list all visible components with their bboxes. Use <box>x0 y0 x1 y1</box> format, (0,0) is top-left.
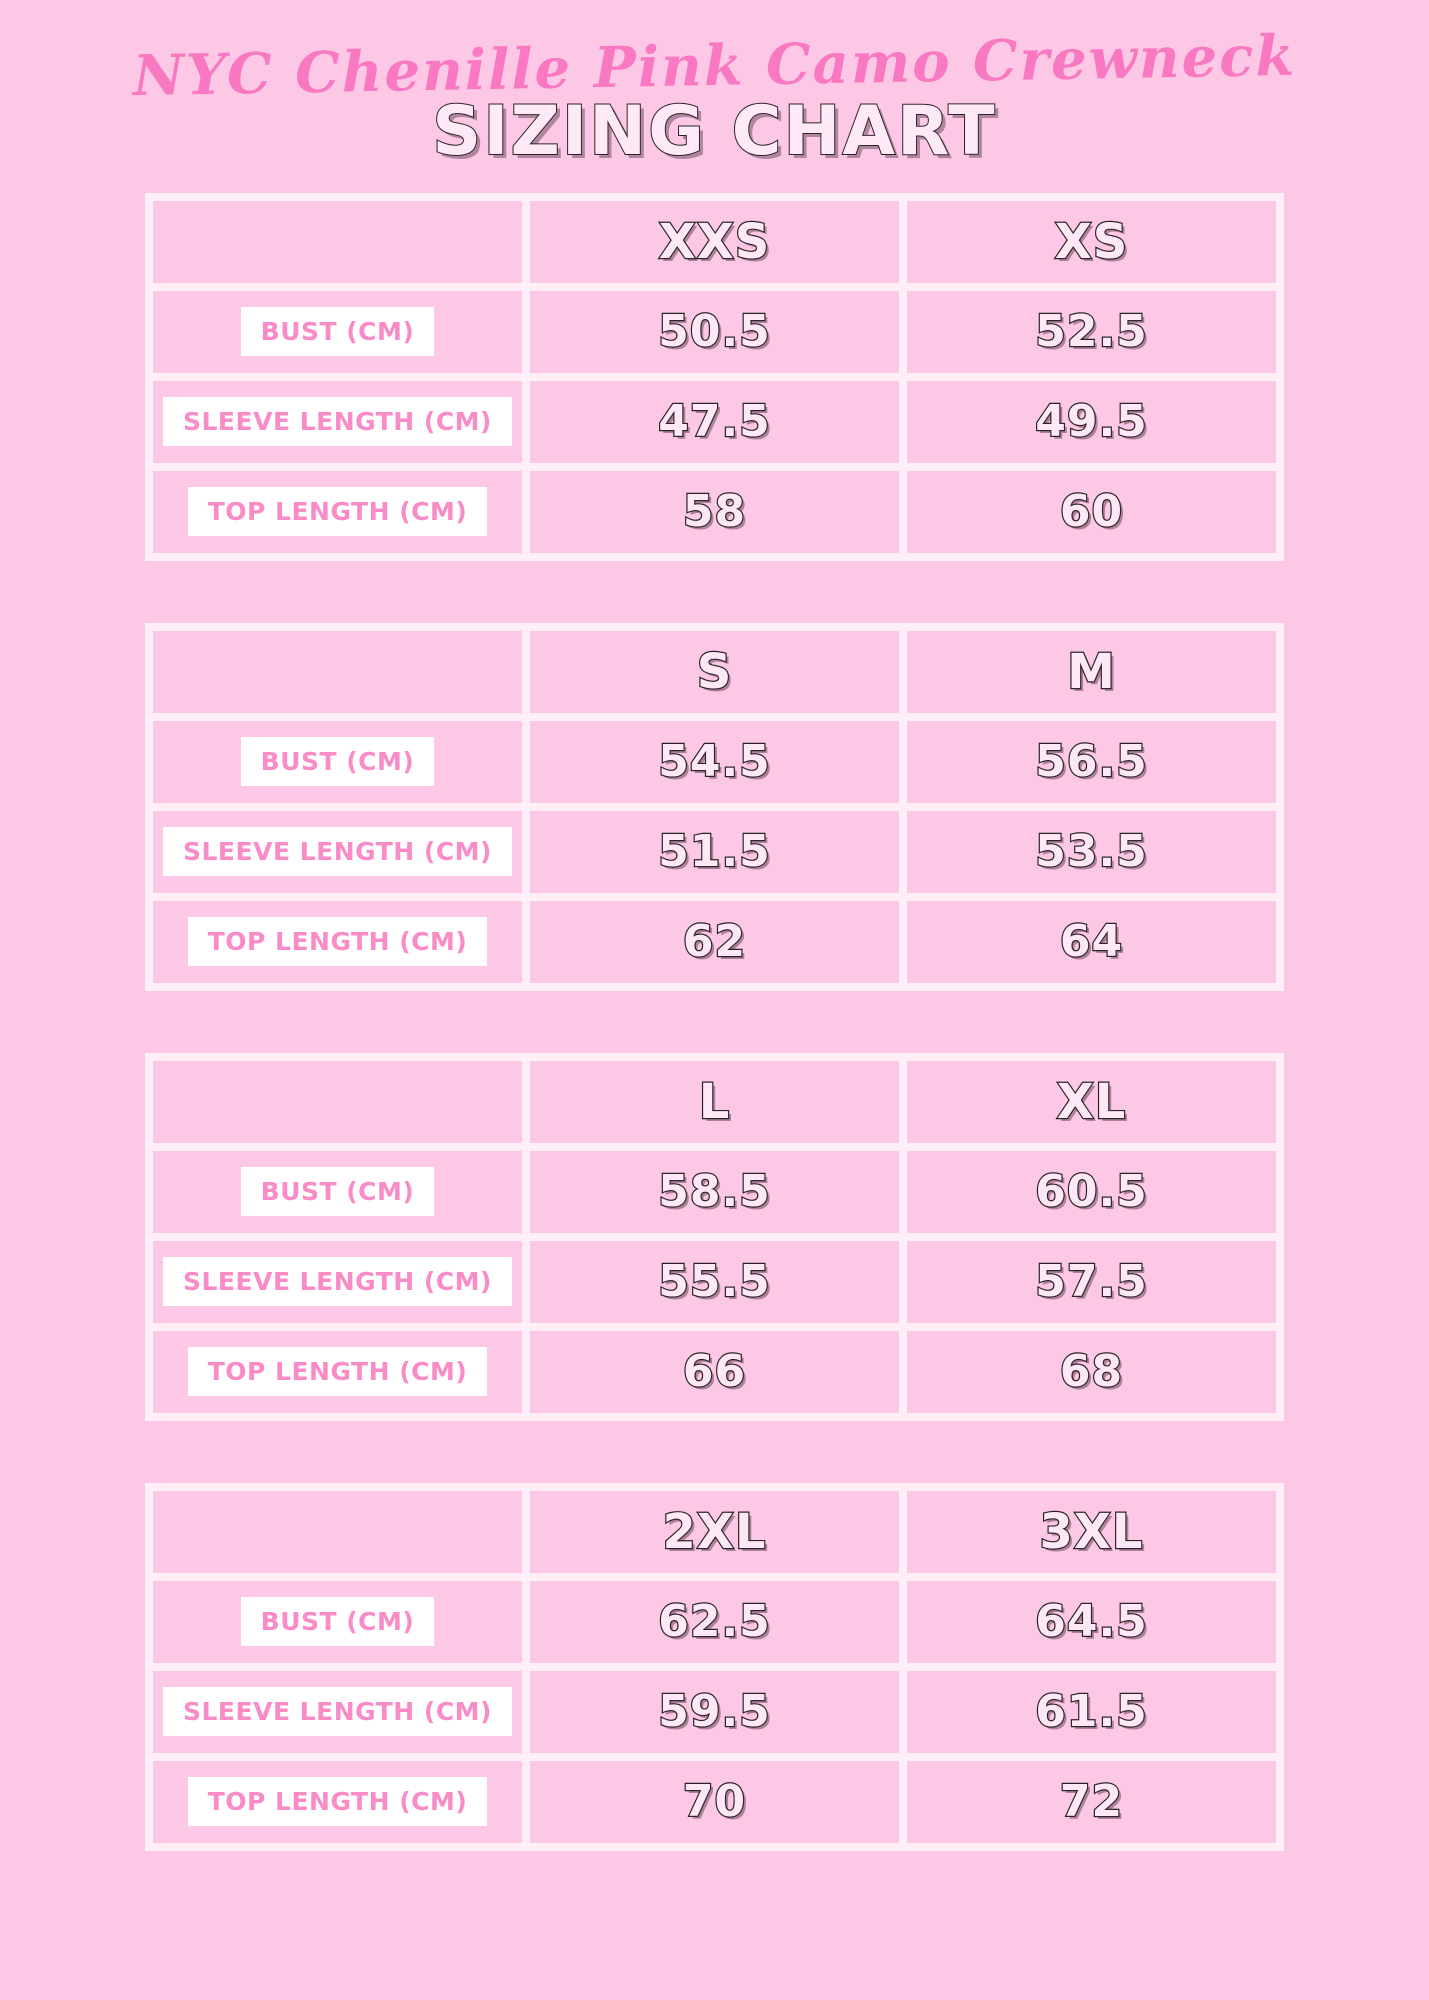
measurement-value: 52.5 <box>1035 306 1148 358</box>
row-label-cell <box>153 901 522 983</box>
size-value <box>530 1151 899 1233</box>
empty-corner-cell <box>153 1491 522 1573</box>
size-header-label: XS <box>1054 213 1129 270</box>
measurement-value: 60 <box>1059 486 1124 538</box>
measurement-value: 72 <box>1059 1776 1124 1828</box>
measurement-value: 51.5 <box>658 826 771 878</box>
measurement-value: 59.5 <box>658 1686 771 1738</box>
row-label-cell <box>153 291 522 373</box>
row-label-cell <box>153 811 522 893</box>
measurement-value: 60.5 <box>1035 1166 1148 1218</box>
row-label-cell <box>153 471 522 553</box>
row-label: SLEEVE LENGTH (CM) <box>163 1687 512 1736</box>
measurement-value: 68 <box>1059 1346 1124 1398</box>
size-header <box>907 201 1276 283</box>
size-value <box>907 291 1276 373</box>
row-label: TOP LENGTH (CM) <box>188 1347 488 1396</box>
size-value <box>530 1241 899 1323</box>
row-label: SLEEVE LENGTH (CM) <box>163 397 512 446</box>
measurement-value: 62.5 <box>658 1596 771 1648</box>
measurement-value: 58.5 <box>658 1166 771 1218</box>
row-label: TOP LENGTH (CM) <box>188 487 488 536</box>
size-header <box>530 1061 899 1143</box>
size-value <box>530 381 899 463</box>
size-value <box>907 1241 1276 1323</box>
row-label: BUST (CM) <box>241 1597 435 1646</box>
measurement-value: 57.5 <box>1035 1256 1148 1308</box>
row-label: SLEEVE LENGTH (CM) <box>163 827 512 876</box>
measurement-value: 50.5 <box>658 306 771 358</box>
measurement-value: 64 <box>1059 916 1124 968</box>
measurement-value: 49.5 <box>1035 396 1148 448</box>
size-header-label: 3XL <box>1039 1503 1144 1560</box>
product-title: NYC Chenille Pink Camo Crewneck <box>132 22 1297 110</box>
measurement-value: 70 <box>682 1776 747 1828</box>
row-label-cell <box>153 1761 522 1843</box>
measurement-value: 61.5 <box>1035 1686 1148 1738</box>
measurement-value: 66 <box>682 1346 747 1398</box>
size-value <box>530 1331 899 1413</box>
size-header-label: XL <box>1056 1073 1127 1130</box>
size-header-label: L <box>698 1073 731 1130</box>
row-label-cell <box>153 1331 522 1413</box>
size-value <box>907 381 1276 463</box>
row-label: BUST (CM) <box>241 307 435 356</box>
row-label: BUST (CM) <box>241 737 435 786</box>
size-value <box>907 1761 1276 1843</box>
size-value <box>907 721 1276 803</box>
size-value <box>530 291 899 373</box>
measurement-value: 64.5 <box>1035 1596 1148 1648</box>
size-header <box>907 1061 1276 1143</box>
size-value <box>530 1761 899 1843</box>
size-header <box>907 1491 1276 1573</box>
size-value <box>530 721 899 803</box>
size-value <box>530 901 899 983</box>
size-header <box>907 631 1276 713</box>
size-value <box>907 811 1276 893</box>
measurement-value: 56.5 <box>1035 736 1148 788</box>
size-value <box>907 471 1276 553</box>
size-value <box>907 1671 1276 1753</box>
measurement-value: 62 <box>682 916 747 968</box>
empty-corner-cell <box>153 201 522 283</box>
size-header-label: M <box>1067 643 1116 700</box>
row-label-cell <box>153 1671 522 1753</box>
row-label-cell <box>153 1241 522 1323</box>
page-header <box>0 22 1429 171</box>
measurement-value: 47.5 <box>658 396 771 448</box>
empty-corner-cell <box>153 631 522 713</box>
row-label-cell <box>153 1151 522 1233</box>
row-label-cell <box>153 381 522 463</box>
size-value <box>907 1331 1276 1413</box>
size-table-2xl-3xl <box>145 1483 1284 1851</box>
size-table-s-m <box>145 623 1284 991</box>
size-value <box>907 1151 1276 1233</box>
size-value <box>530 471 899 553</box>
size-value <box>530 811 899 893</box>
row-label-cell <box>153 721 522 803</box>
measurement-value: 53.5 <box>1035 826 1148 878</box>
row-label: TOP LENGTH (CM) <box>188 917 488 966</box>
row-label: BUST (CM) <box>241 1167 435 1216</box>
measurement-value: 54.5 <box>658 736 771 788</box>
measurement-value: 55.5 <box>658 1256 771 1308</box>
size-table-l-xl <box>145 1053 1284 1421</box>
size-header <box>530 1491 899 1573</box>
row-label-cell <box>153 1581 522 1663</box>
size-table-xxs-xs <box>145 193 1284 561</box>
row-label: SLEEVE LENGTH (CM) <box>163 1257 512 1306</box>
row-label: TOP LENGTH (CM) <box>188 1777 488 1826</box>
size-header-label: 2XL <box>662 1503 767 1560</box>
size-value <box>907 1581 1276 1663</box>
size-header <box>530 201 899 283</box>
size-header-label: XXS <box>658 213 771 270</box>
measurement-value: 58 <box>682 486 747 538</box>
size-value <box>907 901 1276 983</box>
size-value <box>530 1671 899 1753</box>
sizing-tables <box>0 193 1429 1851</box>
page-title: SIZING CHART <box>432 91 997 171</box>
size-value <box>530 1581 899 1663</box>
empty-corner-cell <box>153 1061 522 1143</box>
size-header <box>530 631 899 713</box>
size-header-label: S <box>696 643 733 700</box>
